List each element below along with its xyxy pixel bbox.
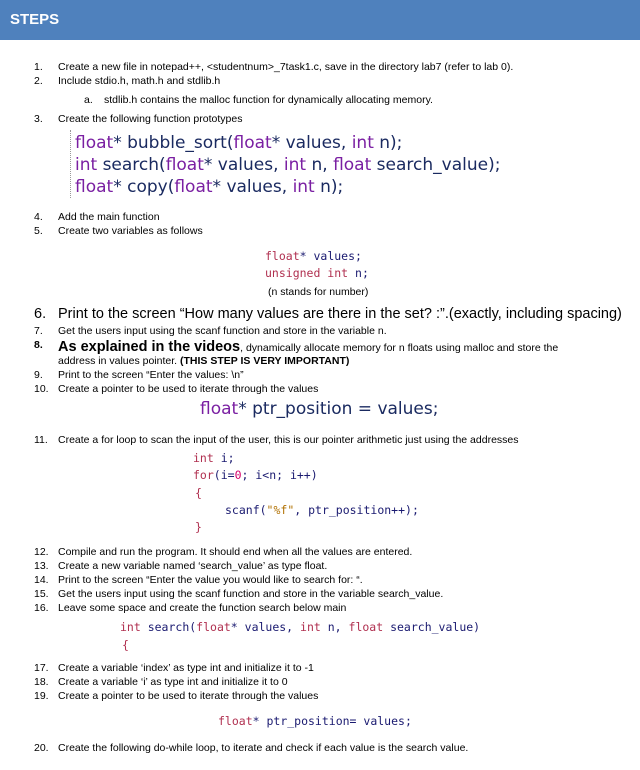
prototype-bubble-sort: float* bubble_sort(float* values, int n); bbox=[75, 133, 403, 153]
prototype-search: int search(float* values, int n, float search_value); bbox=[75, 155, 501, 175]
for-open-brace: { bbox=[195, 486, 202, 500]
var-n: unsigned int n; bbox=[265, 266, 369, 280]
search-fn-signature: int search(float* values, int n, float search_value) bbox=[120, 620, 481, 634]
prototype-copy: float* copy(float* values, int n); bbox=[75, 177, 344, 197]
for-header: for(i=0; i<n; i++) bbox=[193, 468, 318, 482]
ptr-position-decl: float* ptr_position = values; bbox=[200, 399, 439, 419]
for-int-i: int i; bbox=[193, 451, 235, 465]
for-scanf: scanf("%f", ptr_position++); bbox=[225, 503, 419, 517]
steps-header bbox=[0, 0, 640, 40]
var-values: float* values; bbox=[265, 249, 362, 263]
header-title: STEPS bbox=[10, 11, 60, 28]
search-fn-brace: { bbox=[122, 638, 129, 652]
for-close-brace: } bbox=[195, 520, 202, 534]
ptr-position-decl-2: float* ptr_position= values; bbox=[218, 714, 412, 728]
var-note: (n stands for number) bbox=[268, 286, 369, 298]
